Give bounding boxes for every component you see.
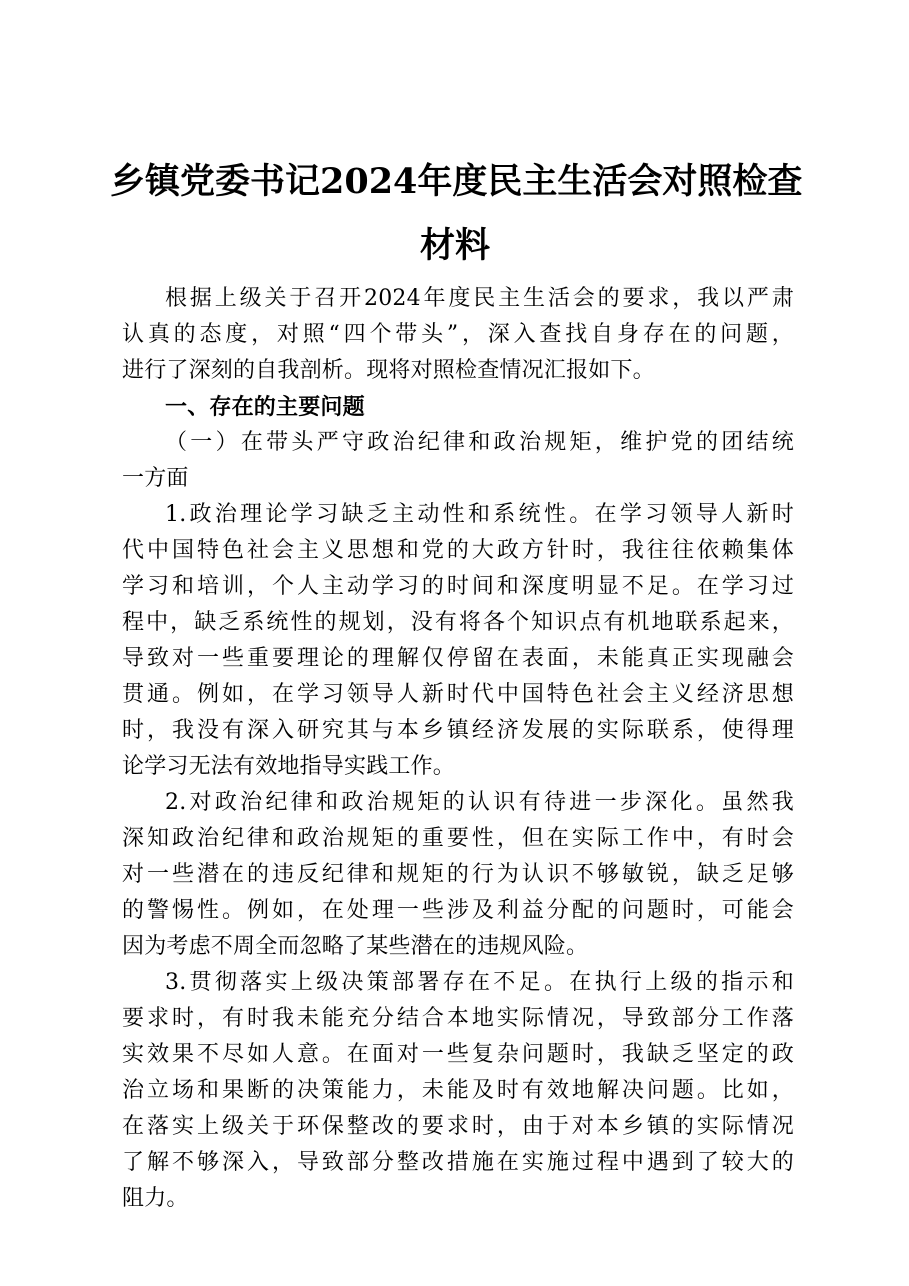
item-3-line-4: 治立场和果断的决策能力，未能及时有效地解决问题。比如， [122,1078,794,1103]
document-title-line-2: 材料 [419,225,490,266]
item-1-line-5: 导致对一些重要理论的理解仅停留在表面，未能真正实现融会 [122,646,794,671]
item-1-line-4: 程中，缺乏系统性的规划，没有将各个知识点有机地联系起来， [122,610,794,635]
item-2-line-1: 2.对政治纪律和政治规矩的认识有待进一步深化。虽然我 [165,790,794,815]
item-3-line-6: 了解不够深入，导致部分整改措施在实施过程中遇到了较大的 [122,1150,794,1175]
subsection-heading-line-1: （一）在带头严守政治纪律和政治规矩，维护党的团结统 [165,430,794,455]
item-1-line-1: 1.政治理论学习缺乏主动性和系统性。在学习领导人新时 [165,502,794,527]
intro-line-3: 进行了深刻的自我剖析。现将对照检查情况汇报如下。 [122,358,655,383]
item-3-line-7: 阻力。 [122,1186,189,1211]
item-1-line-6: 贯通。例如，在学习领导人新时代中国特色社会主义经济思想 [122,682,794,707]
item-1-line-2: 代中国特色社会主义思想和党的大政方针时，我往往依赖集体 [122,538,794,563]
item-3-line-2: 要求时，有时我未能充分结合本地实际情况，导致部分工作落 [122,1006,794,1031]
item-1-line-3: 学习和培训，个人主动学习的时间和深度明显不足。在学习过 [122,574,794,599]
subsection-heading-line-2: 一方面 [122,466,189,491]
section-heading: 一、存在的主要问题 [165,394,365,420]
item-3-line-1: 3.贯彻落实上级决策部署存在不足。在执行上级的指示和 [165,970,794,995]
item-3-line-3: 实效果不尽如人意。在面对一些复杂问题时，我缺乏坚定的政 [122,1042,794,1067]
item-2-line-5: 因为考虑不周全而忽略了某些潜在的违规风险。 [122,934,589,959]
item-1-line-7: 时，我没有深入研究其与本乡镇经济发展的实际联系，使得理 [122,718,794,743]
item-2-line-2: 深知政治纪律和政治规矩的重要性，但在实际工作中，有时会 [122,826,794,851]
item-2-line-3: 对一些潜在的违反纪律和规矩的行为认识不够敏锐，缺乏足够 [122,862,794,887]
document-title-line-1: 乡镇党委书记2024年度民主生活会对照检查 [110,161,803,202]
intro-line-1: 根据上级关于召开2024年度民主生活会的要求，我以严肃 [165,286,794,311]
item-3-line-5: 在落实上级关于环保整改的要求时，由于对本乡镇的实际情况 [122,1114,794,1139]
intro-line-2: 认真的态度，对照“四个带头”，深入查找自身存在的问题， [122,322,794,347]
item-2-line-4: 的警惕性。例如，在处理一些涉及利益分配的问题时，可能会 [122,898,794,923]
item-1-line-8: 论学习无法有效地指导实践工作。 [122,754,456,779]
